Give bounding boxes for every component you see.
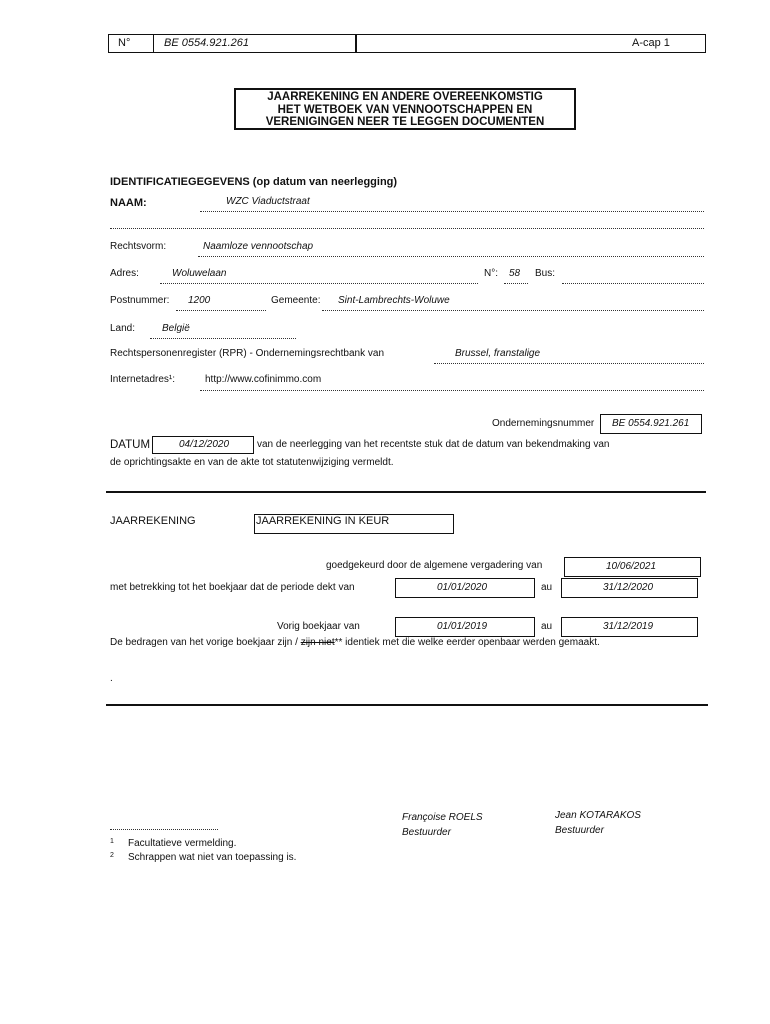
footnote-separator <box>110 829 218 830</box>
previous-from-value: 01/01/2019 <box>437 621 488 632</box>
adres-dotted-line <box>160 283 478 284</box>
rpr-label: Rechtspersonenregister (RPR) - Ondernemingsrechtbank van <box>110 348 385 359</box>
amounts-struck: zijn niet <box>300 637 335 648</box>
adres-value: Woluwelaan <box>172 268 227 279</box>
internet-value: http://www.cofinimmo.com <box>205 374 322 385</box>
approved-value: 10/06/2021 <box>606 561 657 572</box>
land-dotted-line <box>150 338 296 339</box>
amounts-pre: De bedragen van het vorige boekjaar zijn / <box>110 637 301 648</box>
title-line-2: HET WETBOEK VAN VENNOOTSCHAPPEN EN <box>277 103 533 116</box>
footnote-1-text: Facultatieve vermelding. <box>128 838 237 849</box>
bus-label: Bus: <box>535 268 556 279</box>
datum-value: 04/12/2020 <box>179 439 230 450</box>
bus-dotted-line <box>562 283 704 284</box>
land-value: België <box>162 323 190 334</box>
datum-text-2: de oprichtingsakte en van de akte tot statutenwijziging vermeldt. <box>110 457 394 468</box>
amounts-statement <box>110 637 600 648</box>
section-dot: . <box>110 673 113 684</box>
identification-heading: IDENTIFICATIEGEGEVENS (op datum van neerlegging) <box>110 176 398 188</box>
jaarrekening-value: JAARREKENING IN KEUR <box>256 515 390 527</box>
header-number-label: N° <box>118 37 131 49</box>
amounts-post: ** identiek met die welke eerder openbaar werden gemaakt. <box>334 637 600 648</box>
signature-2-name: Jean KOTARAKOS <box>555 810 641 821</box>
ondernemingsnummer-label: Ondernemingsnummer <box>492 418 595 429</box>
datum-text-1: van de neerlegging van het recentste stuk dat de datum van bekendmaking van <box>257 439 610 450</box>
rechtsvorm-label: Rechtsvorm: <box>110 241 167 252</box>
internet-dotted-line <box>200 390 704 391</box>
nr-value: 58 <box>509 268 521 279</box>
header-number-value: BE 0554.921.261 <box>164 37 250 49</box>
datum-label: DATUM <box>110 439 151 451</box>
naam-value: WZC Viaductstraat <box>226 196 310 207</box>
previous-au-label: au <box>541 621 553 632</box>
ondernemingsnummer-value: BE 0554.921.261 <box>612 418 690 429</box>
period-au-label: au <box>541 582 553 593</box>
rechtsvorm-dotted-line <box>198 256 704 257</box>
title-line-3: VERENIGINGEN NEER TE LEGGEN DOCUMENTEN <box>265 116 545 128</box>
gemeente-dotted-line <box>322 310 704 311</box>
previous-label: Vorig boekjaar van <box>277 621 360 632</box>
postnummer-label: Postnummer: <box>110 295 170 306</box>
period-to-value: 31/12/2020 <box>603 582 654 593</box>
section-divider-2 <box>106 704 708 706</box>
header-form-code: A-cap 1 <box>632 37 670 49</box>
previous-to-value: 31/12/2019 <box>603 621 654 632</box>
footnote-2-number: 2 <box>110 852 114 859</box>
adres-label: Adres: <box>110 268 139 279</box>
footnote-1-number: 1 <box>110 838 114 845</box>
internet-label: Internetadres¹: <box>110 374 176 385</box>
period-from-value: 01/01/2020 <box>437 582 488 593</box>
signature-2-role: Bestuurder <box>555 825 604 836</box>
header-number-label-box <box>108 34 154 53</box>
rpr-value: Brussel, franstalige <box>455 348 541 359</box>
section-divider-1 <box>106 491 706 493</box>
naam-dotted-line <box>200 211 704 212</box>
signature-1-name: Françoise ROELS <box>402 812 483 823</box>
naam-dotted-line-2 <box>110 228 704 229</box>
land-label: Land: <box>110 323 136 334</box>
jaarrekening-label: JAARREKENING <box>110 515 196 527</box>
nr-label: N°: <box>484 268 498 279</box>
postnummer-value: 1200 <box>188 295 211 306</box>
naam-label: NAAM: <box>110 197 147 209</box>
postnummer-dotted-line <box>176 310 266 311</box>
footnote-2-text: Schrappen wat niet van toepassing is. <box>128 852 297 863</box>
nr-dotted-line <box>504 283 528 284</box>
period-label: met betrekking tot het boekjaar dat de periode dekt van <box>110 582 355 593</box>
title-line-1: JAARREKENING EN ANDERE OVEREENKOMSTIG <box>267 91 543 103</box>
document-title <box>234 88 576 130</box>
gemeente-value: Sint-Lambrechts-Woluwe <box>338 295 450 306</box>
rpr-dotted-line <box>434 363 704 364</box>
signature-1-role: Bestuurder <box>402 827 451 838</box>
rechtsvorm-value: Naamloze vennootschap <box>203 241 314 252</box>
gemeente-label: Gemeente: <box>271 295 321 306</box>
approved-label: goedgekeurd door de algemene vergadering van <box>326 560 543 571</box>
